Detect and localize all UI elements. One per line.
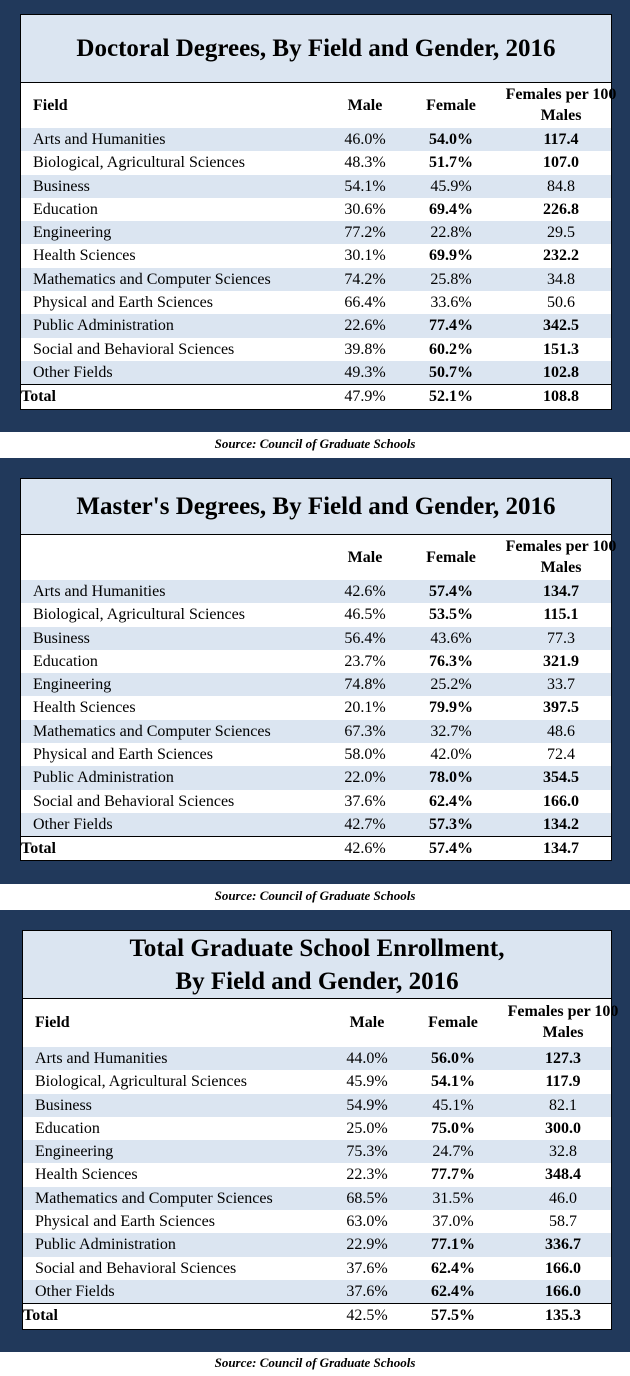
header-female: Female bbox=[428, 1014, 478, 1031]
table-row bbox=[23, 1163, 611, 1186]
cell-female: 54.1% bbox=[431, 1073, 475, 1091]
cell-male: 22.0% bbox=[344, 769, 386, 787]
cell-male: 25.0% bbox=[346, 1119, 388, 1137]
cell-ratio: 134.2 bbox=[543, 815, 579, 833]
cell-male: 42.7% bbox=[344, 815, 386, 833]
cell-female: 32.7% bbox=[430, 722, 472, 740]
cell-field: Physical and Earth Sciences bbox=[35, 1213, 215, 1231]
total-male: 42.5% bbox=[346, 1307, 388, 1325]
cell-field: Arts and Humanities bbox=[35, 1050, 168, 1067]
title-text: Master's Degrees, By Field and Gender, 2016 bbox=[76, 493, 556, 520]
table-title bbox=[21, 479, 611, 535]
header-ratio: Females per 100 Males bbox=[505, 538, 617, 576]
cell-male: 45.9% bbox=[346, 1073, 388, 1091]
total-ratio: 135.3 bbox=[545, 1307, 581, 1325]
cell-male: 44.0% bbox=[346, 1050, 388, 1067]
table-row bbox=[21, 151, 611, 174]
cell-female: 62.4% bbox=[429, 792, 473, 810]
cell-ratio: 354.5 bbox=[543, 769, 579, 787]
table-body bbox=[21, 580, 611, 861]
header-field: Field bbox=[33, 97, 68, 114]
cell-field: Other Fields bbox=[33, 363, 113, 381]
cell-ratio: 397.5 bbox=[543, 699, 579, 717]
cell-field: Social and Behavioral Sciences bbox=[33, 340, 235, 358]
cell-ratio: 336.7 bbox=[545, 1236, 581, 1254]
cell-female: 62.4% bbox=[431, 1259, 475, 1277]
cell-female: 50.7% bbox=[429, 363, 473, 381]
total-male: 42.6% bbox=[344, 840, 386, 858]
table-row bbox=[21, 603, 611, 626]
table-title bbox=[21, 15, 611, 83]
cell-field: Mathematics and Computer Sciences bbox=[35, 1189, 273, 1207]
masters-panel bbox=[0, 458, 630, 884]
cell-male: 63.0% bbox=[346, 1213, 388, 1231]
total-female: 57.4% bbox=[429, 840, 473, 858]
source-note: Source: Council of Graduate Schools bbox=[214, 888, 416, 903]
cell-male: 22.3% bbox=[346, 1166, 388, 1184]
cell-field: Business bbox=[35, 1096, 92, 1114]
cell-field: Physical and Earth Sciences bbox=[33, 746, 213, 764]
cell-ratio: 166.0 bbox=[543, 792, 579, 810]
header-field: Field bbox=[35, 1014, 70, 1031]
header-female: Female bbox=[426, 97, 476, 114]
total-row bbox=[21, 384, 611, 408]
cell-ratio: 46.0 bbox=[549, 1189, 577, 1207]
total-row bbox=[21, 836, 611, 860]
cell-field: Business bbox=[33, 629, 90, 647]
cell-female: 42.0% bbox=[430, 746, 472, 764]
cell-male: 74.2% bbox=[344, 270, 386, 288]
cell-male: 37.6% bbox=[346, 1259, 388, 1277]
cell-ratio: 321.9 bbox=[543, 652, 579, 670]
cell-ratio: 348.4 bbox=[545, 1166, 581, 1184]
cell-ratio: 151.3 bbox=[543, 340, 579, 358]
total-ratio: 108.8 bbox=[543, 388, 579, 406]
cell-male: 22.6% bbox=[344, 317, 386, 335]
cell-ratio: 117.9 bbox=[545, 1073, 581, 1091]
cell-field: Business bbox=[33, 177, 90, 195]
cell-female: 57.4% bbox=[429, 583, 473, 600]
cell-field: Engineering bbox=[35, 1143, 114, 1161]
table-header bbox=[23, 1001, 619, 1045]
cell-field: Other Fields bbox=[35, 1282, 115, 1300]
table-row bbox=[21, 291, 611, 314]
cell-male: 48.3% bbox=[344, 154, 386, 172]
table-body bbox=[23, 1047, 611, 1328]
table-row bbox=[21, 338, 611, 361]
cell-field: Education bbox=[33, 652, 98, 670]
cell-ratio: 300.0 bbox=[545, 1119, 581, 1137]
cell-field: Biological, Agricultural Sciences bbox=[35, 1073, 247, 1091]
table-title bbox=[23, 931, 611, 999]
table-row bbox=[21, 696, 611, 719]
table-row bbox=[21, 314, 611, 337]
table-row bbox=[23, 1117, 611, 1140]
table-header bbox=[21, 536, 617, 580]
cell-ratio: 127.3 bbox=[545, 1050, 581, 1067]
cell-field: Mathematics and Computer Sciences bbox=[33, 722, 271, 740]
cell-field: Health Sciences bbox=[33, 699, 136, 717]
table-row bbox=[21, 361, 611, 384]
cell-female: 78.0% bbox=[429, 769, 473, 787]
cell-female: 45.1% bbox=[432, 1096, 474, 1114]
cell-male: 54.9% bbox=[346, 1096, 388, 1114]
table-row bbox=[21, 268, 611, 291]
table-row bbox=[23, 1233, 611, 1256]
cell-ratio: 115.1 bbox=[543, 606, 579, 624]
cell-male: 77.2% bbox=[344, 224, 386, 242]
table-row bbox=[23, 1140, 611, 1163]
doctoral-panel bbox=[0, 0, 630, 432]
cell-ratio: 50.6 bbox=[547, 294, 575, 312]
cell-female: 43.6% bbox=[430, 629, 472, 647]
cell-male: 46.0% bbox=[344, 131, 386, 148]
cell-female: 77.1% bbox=[431, 1236, 475, 1254]
cell-ratio: 117.4 bbox=[543, 131, 579, 148]
cell-female: 33.6% bbox=[430, 294, 472, 312]
cell-field: Health Sciences bbox=[33, 247, 136, 265]
masters-table bbox=[20, 478, 617, 861]
enrollment-panel bbox=[0, 910, 630, 1352]
cell-field: Health Sciences bbox=[35, 1166, 138, 1184]
table-row bbox=[23, 1094, 611, 1117]
cell-male: 30.1% bbox=[344, 247, 386, 265]
table-row bbox=[21, 720, 611, 743]
total-male: 47.9% bbox=[344, 388, 386, 406]
cell-ratio: 48.6 bbox=[547, 722, 575, 740]
cell-male: 75.3% bbox=[346, 1143, 388, 1161]
table-row bbox=[21, 673, 611, 696]
header-male: Male bbox=[349, 1014, 385, 1031]
table-row bbox=[21, 244, 611, 267]
table-row bbox=[21, 198, 611, 221]
cell-field: Social and Behavioral Sciences bbox=[35, 1259, 237, 1277]
cell-male: 37.6% bbox=[346, 1282, 388, 1300]
table-row bbox=[21, 743, 611, 766]
table-row bbox=[23, 1047, 611, 1070]
cell-male: 66.4% bbox=[344, 294, 386, 312]
cell-ratio: 232.2 bbox=[543, 247, 579, 265]
cell-field: Engineering bbox=[33, 676, 112, 694]
cell-ratio: 166.0 bbox=[545, 1282, 581, 1300]
cell-female: 37.0% bbox=[432, 1213, 474, 1231]
table-row bbox=[23, 1280, 611, 1303]
cell-ratio: 226.8 bbox=[543, 200, 579, 218]
cell-male: 58.0% bbox=[344, 746, 386, 764]
cell-male: 23.7% bbox=[344, 652, 386, 670]
cell-field: Public Administration bbox=[33, 769, 174, 787]
cell-ratio: 134.7 bbox=[543, 583, 579, 600]
header-female: Female bbox=[426, 549, 476, 566]
cell-ratio: 33.7 bbox=[547, 676, 575, 694]
table-row bbox=[23, 1187, 611, 1210]
cell-female: 75.0% bbox=[431, 1119, 475, 1137]
cell-female: 24.7% bbox=[432, 1143, 474, 1161]
cell-male: 74.8% bbox=[344, 676, 386, 694]
source-note: Source: Council of Graduate Schools bbox=[214, 436, 416, 451]
cell-field: Other Fields bbox=[33, 815, 113, 833]
cell-male: 67.3% bbox=[344, 722, 386, 740]
cell-field: Biological, Agricultural Sciences bbox=[33, 154, 245, 172]
cell-ratio: 84.8 bbox=[547, 177, 575, 195]
header-male: Male bbox=[347, 97, 383, 114]
cell-field: Arts and Humanities bbox=[33, 131, 166, 148]
table-row bbox=[23, 1257, 611, 1280]
cell-male: 46.5% bbox=[344, 606, 386, 624]
cell-field: Arts and Humanities bbox=[33, 583, 166, 600]
cell-ratio: 58.7 bbox=[549, 1213, 577, 1231]
header-male: Male bbox=[347, 549, 383, 566]
total-female: 52.1% bbox=[429, 388, 473, 406]
cell-male: 56.4% bbox=[344, 629, 386, 647]
cell-female: 77.7% bbox=[431, 1166, 475, 1184]
cell-field: Physical and Earth Sciences bbox=[33, 294, 213, 312]
table-row bbox=[23, 1210, 611, 1233]
cell-male: 39.8% bbox=[344, 340, 386, 358]
cell-field: Public Administration bbox=[33, 317, 174, 335]
cell-field: Social and Behavioral Sciences bbox=[33, 792, 235, 810]
cell-male: 68.5% bbox=[346, 1189, 388, 1207]
cell-female: 62.4% bbox=[431, 1282, 475, 1300]
cell-field: Biological, Agricultural Sciences bbox=[33, 606, 245, 624]
doctoral-table bbox=[20, 14, 617, 410]
cell-female: 53.5% bbox=[429, 606, 473, 624]
total-label: Total bbox=[23, 1307, 58, 1325]
cell-female: 77.4% bbox=[429, 317, 473, 335]
cell-male: 37.6% bbox=[344, 792, 386, 810]
total-label: Total bbox=[21, 840, 56, 858]
total-row bbox=[23, 1303, 611, 1327]
cell-field: Education bbox=[35, 1119, 100, 1137]
table-row bbox=[21, 221, 611, 244]
table-row bbox=[21, 580, 611, 603]
cell-ratio: 166.0 bbox=[545, 1259, 581, 1277]
cell-field: Mathematics and Computer Sciences bbox=[33, 270, 271, 288]
cell-male: 22.9% bbox=[346, 1236, 388, 1254]
cell-ratio: 102.8 bbox=[543, 363, 579, 381]
cell-field: Public Administration bbox=[35, 1236, 176, 1254]
table-row bbox=[21, 813, 611, 836]
cell-female: 76.3% bbox=[429, 652, 473, 670]
cell-male: 49.3% bbox=[344, 363, 386, 381]
cell-female: 69.9% bbox=[429, 247, 473, 265]
table-row bbox=[23, 1070, 611, 1093]
cell-ratio: 82.1 bbox=[549, 1096, 577, 1114]
cell-ratio: 32.8 bbox=[549, 1143, 577, 1161]
cell-female: 69.4% bbox=[429, 200, 473, 218]
cell-female: 22.8% bbox=[430, 224, 472, 242]
table-row bbox=[21, 175, 611, 198]
cell-male: 54.1% bbox=[344, 177, 386, 195]
cell-female: 79.9% bbox=[429, 699, 473, 717]
table-row bbox=[21, 627, 611, 650]
table-row bbox=[21, 128, 611, 151]
cell-male: 20.1% bbox=[344, 699, 386, 717]
header-ratio: Females per 100 Males bbox=[505, 86, 617, 124]
cell-female: 54.0% bbox=[429, 131, 473, 148]
table-row bbox=[21, 766, 611, 789]
cell-female: 31.5% bbox=[432, 1189, 474, 1207]
cell-ratio: 72.4 bbox=[547, 746, 575, 764]
cell-ratio: 77.3 bbox=[547, 629, 575, 647]
cell-female: 60.2% bbox=[429, 340, 473, 358]
cell-ratio: 29.5 bbox=[547, 224, 575, 242]
cell-field: Engineering bbox=[33, 224, 112, 242]
cell-ratio: 107.0 bbox=[543, 154, 579, 172]
cell-field: Education bbox=[33, 200, 98, 218]
cell-female: 25.8% bbox=[430, 270, 472, 288]
source-note: Source: Council of Graduate Schools bbox=[214, 1355, 416, 1370]
title-text: Doctoral Degrees, By Field and Gender, 2016 bbox=[76, 35, 556, 62]
enrollment-table bbox=[22, 930, 619, 1330]
cell-female: 25.2% bbox=[430, 676, 472, 694]
cell-female: 45.9% bbox=[430, 177, 472, 195]
table-body bbox=[21, 128, 611, 409]
table-header bbox=[21, 84, 617, 128]
cell-male: 30.6% bbox=[344, 200, 386, 218]
cell-ratio: 34.8 bbox=[547, 270, 575, 288]
total-female: 57.5% bbox=[431, 1307, 475, 1325]
title-line-1: Total Graduate School Enrollment, bbox=[129, 934, 505, 962]
total-label: Total bbox=[21, 388, 56, 406]
total-ratio: 134.7 bbox=[543, 840, 579, 858]
table-row bbox=[21, 790, 611, 813]
table-row bbox=[21, 650, 611, 673]
cell-male: 42.6% bbox=[344, 583, 386, 600]
cell-female: 57.3% bbox=[429, 815, 473, 833]
cell-female: 56.0% bbox=[431, 1050, 475, 1067]
cell-ratio: 342.5 bbox=[543, 317, 579, 335]
header-ratio: Females per 100 Males bbox=[507, 1003, 619, 1041]
title-line-2: By Field and Gender, 2016 bbox=[175, 967, 459, 995]
cell-female: 51.7% bbox=[429, 154, 473, 172]
